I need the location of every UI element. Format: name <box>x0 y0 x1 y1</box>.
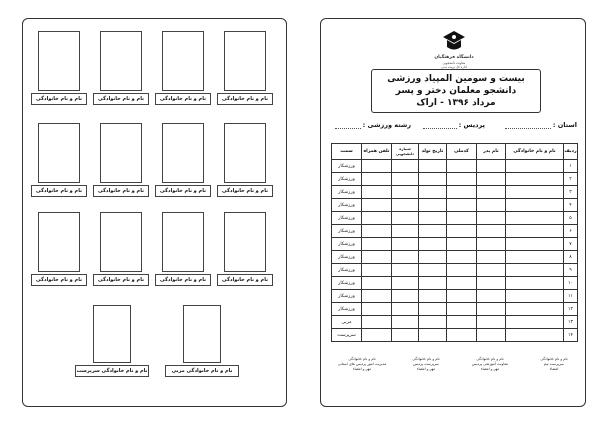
photo-slot <box>31 123 87 197</box>
table-cell[interactable] <box>506 290 564 303</box>
photo-box[interactable] <box>100 123 142 183</box>
title-line-3: مرداد ۱۳۹۶ - اراک <box>416 98 496 108</box>
header-student-number: شماره دانشجویی <box>392 144 419 160</box>
table-cell[interactable] <box>447 316 477 329</box>
photo-slot <box>155 123 211 197</box>
table-cell[interactable] <box>419 277 447 290</box>
table-cell[interactable] <box>447 277 477 290</box>
photo-caption: نام و نام خانوادگی <box>93 185 149 197</box>
table-cell[interactable] <box>392 303 419 316</box>
table-cell[interactable] <box>392 316 419 329</box>
photo-box[interactable] <box>93 305 131 363</box>
table-cell[interactable] <box>447 160 477 173</box>
photo-box[interactable] <box>38 31 80 91</box>
photo-box[interactable] <box>224 123 266 183</box>
row-position: ورزشکار <box>332 290 362 303</box>
table-cell[interactable] <box>419 173 447 186</box>
table-cell[interactable] <box>419 212 447 225</box>
photo-caption: نام و نام خانوادگی <box>93 274 149 286</box>
table-cell[interactable] <box>392 264 419 277</box>
photo-box[interactable] <box>38 123 80 183</box>
row-position: سرپرست <box>332 329 362 342</box>
title-line-2: دانشجو معلمان دختر و پسر <box>395 86 517 96</box>
table-cell[interactable] <box>447 303 477 316</box>
logo-name: دانشگاه فرهنگیان <box>434 55 474 60</box>
title-line-1: بیست و سومین المپیاد ورزشی <box>387 74 525 84</box>
table-cell[interactable] <box>362 173 392 186</box>
table-cell[interactable] <box>419 238 447 251</box>
table-cell[interactable] <box>506 238 564 251</box>
photo-slot <box>93 123 149 197</box>
photo-slot <box>217 31 273 105</box>
table-cell[interactable] <box>362 251 392 264</box>
row-number: ۷ <box>564 238 578 251</box>
row-number: ۱۲ <box>564 303 578 316</box>
table-row <box>332 225 578 238</box>
campus-label: پردیس : <box>458 121 485 129</box>
table-cell[interactable] <box>392 277 419 290</box>
table-row <box>332 160 578 173</box>
table-cell[interactable] <box>477 173 506 186</box>
table-cell[interactable] <box>392 290 419 303</box>
table-row <box>332 290 578 303</box>
table-cell[interactable] <box>477 212 506 225</box>
photo-caption: نام و نام خانوادگی مربی <box>165 365 239 377</box>
table-row <box>332 264 578 277</box>
photo-box[interactable] <box>224 31 266 91</box>
row-number: ۲ <box>564 173 578 186</box>
province-label: استان : <box>552 121 577 129</box>
table-row <box>332 251 578 264</box>
table-cell[interactable] <box>362 160 392 173</box>
photo-caption: نام و نام خانوادگی <box>155 274 211 286</box>
photo-slot <box>31 31 87 105</box>
table-cell[interactable] <box>477 303 506 316</box>
table-cell[interactable] <box>392 173 419 186</box>
photo-slot <box>93 212 149 286</box>
table-cell[interactable] <box>392 199 419 212</box>
photo-slot <box>165 305 239 377</box>
table-cell[interactable] <box>506 277 564 290</box>
photo-slot <box>217 212 273 286</box>
logo-sub-1: معاونت دانشجویی <box>442 61 466 65</box>
row-position: ورزشکار <box>332 225 362 238</box>
table-cell[interactable] <box>506 316 564 329</box>
row-number: ۸ <box>564 251 578 264</box>
table-cell[interactable] <box>419 160 447 173</box>
table-cell[interactable] <box>506 264 564 277</box>
photo-caption: نام و نام خانوادگی <box>31 185 87 197</box>
table-cell[interactable] <box>447 186 477 199</box>
table-cell[interactable] <box>392 212 419 225</box>
table-cell[interactable] <box>477 264 506 277</box>
header-mobile: تلفن همراه <box>362 144 392 160</box>
table-cell[interactable] <box>477 277 506 290</box>
table-cell[interactable] <box>392 251 419 264</box>
photo-caption: نام و نام خانوادگی <box>31 274 87 286</box>
table-cell[interactable] <box>362 329 392 342</box>
table-cell[interactable] <box>362 264 392 277</box>
photo-slot <box>155 212 211 286</box>
signature-provincial-management: نام و نام خانوادگی مدیریت امور پردیس های استانی مهر و امضاء <box>337 357 387 371</box>
table-cell[interactable] <box>392 160 419 173</box>
row-number: ۴ <box>564 199 578 212</box>
table-cell[interactable] <box>477 316 506 329</box>
table-row <box>332 303 578 316</box>
table-cell[interactable] <box>447 212 477 225</box>
table-cell[interactable] <box>477 251 506 264</box>
table-cell[interactable] <box>392 329 419 342</box>
row-number: ۱ <box>564 160 578 173</box>
logo-sub-2: اداره کل تربیت بدنی <box>441 65 467 69</box>
header-national-id: کدملی <box>447 144 477 160</box>
province-field <box>503 119 577 131</box>
table-cell[interactable] <box>506 329 564 342</box>
table-cell[interactable] <box>419 251 447 264</box>
table-cell[interactable] <box>447 290 477 303</box>
photo-box[interactable] <box>100 212 142 272</box>
row-position: ورزشکار <box>332 251 362 264</box>
signature-education-deputy: نام و نام خانوادگی معاونت آموزشی پردیس مهر و امضاء <box>472 357 508 371</box>
table-cell[interactable] <box>419 329 447 342</box>
photo-slot <box>75 305 149 377</box>
table-cell[interactable] <box>419 199 447 212</box>
table-cell[interactable] <box>362 238 392 251</box>
table-row <box>332 212 578 225</box>
photo-caption: نام و نام خانوادگی <box>155 185 211 197</box>
province-input-line[interactable] <box>505 122 551 129</box>
photo-slot <box>217 123 273 197</box>
header-birth-date: تاریخ تولد <box>419 144 447 160</box>
row-position: مربی <box>332 316 362 329</box>
table-cell[interactable] <box>419 290 447 303</box>
table-cell[interactable] <box>506 160 564 173</box>
header-name: نام و نام خانوادگی <box>506 144 564 160</box>
signature-campus-supervisor: نام و نام خانوادگی سرپرست پردیس مهر و امضاء <box>412 357 440 371</box>
table-cell[interactable] <box>362 225 392 238</box>
row-position: ورزشکار <box>332 186 362 199</box>
photo-caption: نام و نام خانوادگی <box>31 93 87 105</box>
row-number: ۵ <box>564 212 578 225</box>
header-position: سمت <box>332 144 362 160</box>
table-cell[interactable] <box>506 303 564 316</box>
row-position: ورزشکار <box>332 303 362 316</box>
signature-team-supervisor: نام و نام خانوادگی سرپرست تیم امضاء <box>540 357 568 371</box>
table-cell[interactable] <box>362 316 392 329</box>
table-cell[interactable] <box>419 186 447 199</box>
table-cell[interactable] <box>419 225 447 238</box>
row-number: ۳ <box>564 186 578 199</box>
photo-box[interactable] <box>224 212 266 272</box>
table-cell[interactable] <box>447 173 477 186</box>
campus-input-line[interactable] <box>423 122 457 129</box>
table-header-row <box>332 144 578 160</box>
photo-slot <box>93 31 149 105</box>
photo-sheet <box>22 18 287 407</box>
photo-caption: نام و نام خانوادگی سرپرست <box>75 365 149 377</box>
table-cell[interactable] <box>477 186 506 199</box>
table-row <box>332 238 578 251</box>
photo-caption: نام و نام خانوادگی <box>217 274 273 286</box>
sport-field <box>333 119 411 131</box>
table-cell[interactable] <box>477 225 506 238</box>
table-cell[interactable] <box>477 329 506 342</box>
table-cell[interactable] <box>362 277 392 290</box>
table-cell[interactable] <box>477 160 506 173</box>
table-cell[interactable] <box>362 199 392 212</box>
table-cell[interactable] <box>506 186 564 199</box>
photo-box[interactable] <box>162 123 204 183</box>
table-cell[interactable] <box>419 303 447 316</box>
row-number: ۶ <box>564 225 578 238</box>
photo-caption: نام و نام خانوادگی <box>155 93 211 105</box>
photo-box[interactable] <box>38 212 80 272</box>
table-cell[interactable] <box>477 290 506 303</box>
photo-box[interactable] <box>162 212 204 272</box>
row-position: ورزشکار <box>332 173 362 186</box>
table-cell[interactable] <box>447 238 477 251</box>
title-box <box>371 69 541 113</box>
table-cell[interactable] <box>506 251 564 264</box>
row-number: ۱۴ <box>564 329 578 342</box>
table-cell[interactable] <box>419 264 447 277</box>
row-position: ورزشکار <box>332 277 362 290</box>
row-number: ۹ <box>564 264 578 277</box>
table-cell[interactable] <box>447 251 477 264</box>
photo-box[interactable] <box>162 31 204 91</box>
table-cell[interactable] <box>392 225 419 238</box>
campus-field <box>421 119 485 131</box>
photo-caption: نام و نام خانوادگی <box>93 93 149 105</box>
university-logo-icon <box>439 29 469 55</box>
row-number: ۱۱ <box>564 290 578 303</box>
photo-caption: نام و نام خانوادگی <box>217 93 273 105</box>
photo-caption: نام و نام خانوادگی <box>217 185 273 197</box>
table-cell[interactable] <box>447 199 477 212</box>
row-position: ورزشکار <box>332 212 362 225</box>
table-row <box>332 277 578 290</box>
table-cell[interactable] <box>477 199 506 212</box>
row-position: ورزشکار <box>332 238 362 251</box>
table-cell[interactable] <box>506 173 564 186</box>
row-position: ورزشکار <box>332 199 362 212</box>
photo-box[interactable] <box>183 305 221 363</box>
header-row-number: ردیف <box>564 144 578 160</box>
table-row <box>332 173 578 186</box>
roster-table <box>331 143 578 342</box>
header-father: نام پدر <box>477 144 506 160</box>
table-cell[interactable] <box>362 290 392 303</box>
registration-form-sheet <box>320 18 586 407</box>
table-cell[interactable] <box>506 199 564 212</box>
sport-label: رشته ورزشی : <box>362 121 411 129</box>
sport-input-line[interactable] <box>335 122 361 129</box>
row-position: ورزشکار <box>332 160 362 173</box>
table-cell[interactable] <box>362 186 392 199</box>
row-position: ورزشکار <box>332 264 362 277</box>
photo-slot <box>155 31 211 105</box>
row-number: ۱۳ <box>564 316 578 329</box>
table-cell[interactable] <box>506 212 564 225</box>
table-cell[interactable] <box>447 329 477 342</box>
table-cell[interactable] <box>447 264 477 277</box>
table-cell[interactable] <box>362 303 392 316</box>
table-row <box>332 329 578 342</box>
table-row <box>332 199 578 212</box>
photo-slot <box>31 212 87 286</box>
table-row <box>332 186 578 199</box>
table-cell[interactable] <box>506 225 564 238</box>
table-row <box>332 316 578 329</box>
table-cell[interactable] <box>477 238 506 251</box>
photo-box[interactable] <box>100 31 142 91</box>
table-cell[interactable] <box>419 316 447 329</box>
table-cell[interactable] <box>392 238 419 251</box>
table-cell[interactable] <box>447 225 477 238</box>
table-cell[interactable] <box>392 186 419 199</box>
table-cell[interactable] <box>362 212 392 225</box>
row-number: ۱۰ <box>564 277 578 290</box>
